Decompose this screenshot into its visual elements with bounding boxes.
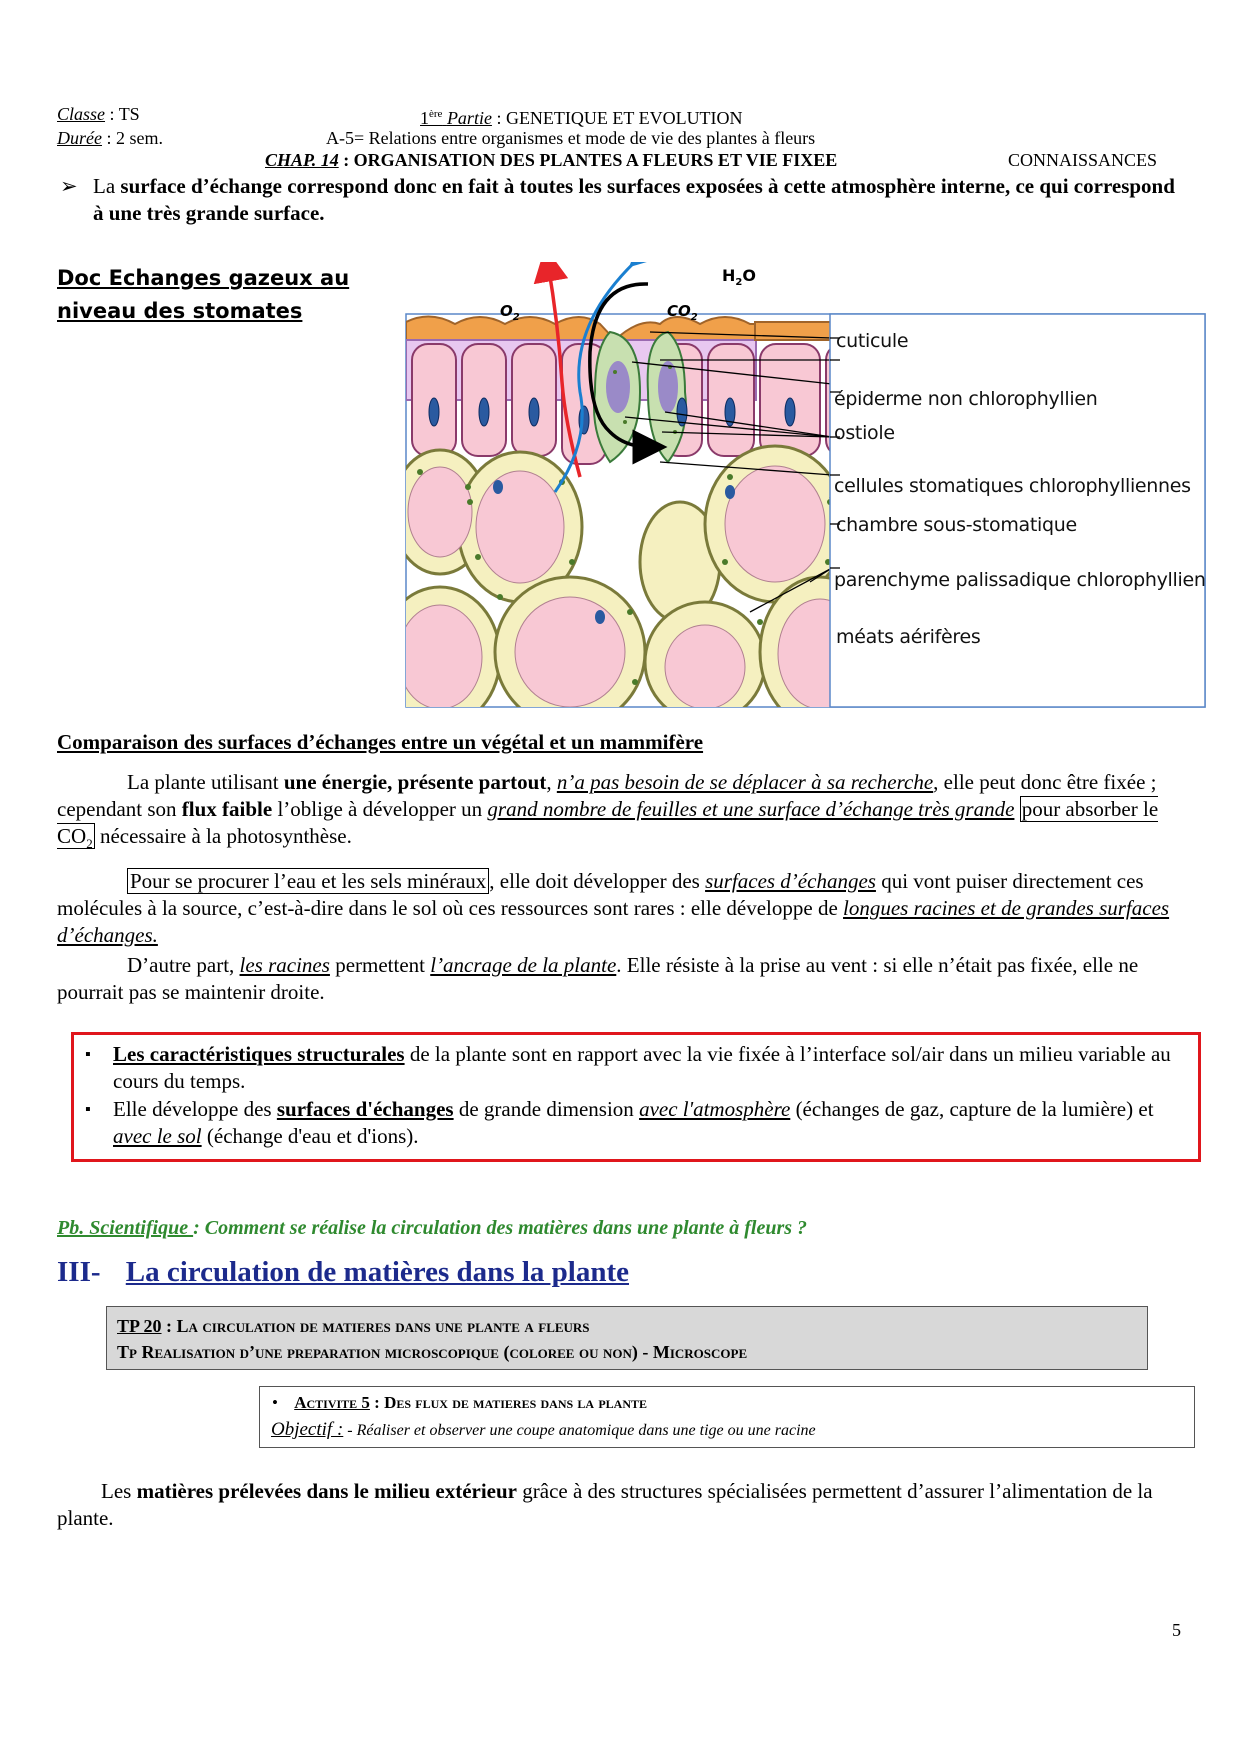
- doc-title: Doc Echanges gazeux au niveau des stomates: [57, 266, 350, 323]
- header-section: A-5= Relations entre organismes et mode de vie des plantes à fleurs: [326, 128, 816, 148]
- summary-item-1: Les caractéristiques structurales de la plante sont en rapport avec la vie fixée à l’interface sol/air dans un milieu variable au cours du temps.: [113, 1042, 1171, 1093]
- header-tag: CONNAISSANCES: [1008, 150, 1158, 170]
- label-cellules: cellules stomatiques chlorophylliennes: [834, 475, 1191, 497]
- header-duree: Durée : 2 sem.: [57, 128, 163, 148]
- closing-paragraph: Les matières prélevées dans le milieu extérieur grâce à des structures spécialisées permettent d’assurer l’alimentation de la plante.: [57, 1479, 1153, 1530]
- comparison-title: Comparaison des surfaces d’échanges entre un végétal et un mammifère: [57, 730, 704, 754]
- label-parenchyme: parenchyme palissadique chlorophyllien: [834, 569, 1206, 591]
- bullet-icon: ▪: [85, 1046, 91, 1063]
- comparison-paragraph-3: D’autre part, les racines permettent l’ancrage de la plante. Elle résiste à la prise au vent : si elle n’était pas fixée, elle ne pourrait pas se maintenir droite.: [57, 953, 1139, 1004]
- co2-boxed: pour absorber le $CO_2$: [57, 797, 1159, 852]
- label-epiderme: épiderme non chlorophyllien: [834, 388, 1098, 410]
- header-partie: 1ère Partie : GENETIQUE ET EVOLUTION: [420, 108, 743, 128]
- label-chambre: chambre sous-stomatique: [836, 514, 1077, 536]
- arrow-bullet-icon: ➢: [60, 174, 78, 198]
- tp-line-2: Tp Realisation d’une preparation microscopique (coloree ou non) - Microscope: [117, 1342, 748, 1362]
- activity-objective: Objectif : - Réaliser et observer une coupe anatomique dans une tige ou une racine: [271, 1419, 816, 1440]
- tp-line-1: TP 20 : La circulation de matieres dans une plante a fleurs: [117, 1316, 590, 1336]
- summary-item-2: Elle développe des surfaces d'échanges de grande dimension avec l'atmosphère (échanges de gaz, capture de la lumière) et avec le sol (échange d'eau et d'ions).: [113, 1097, 1154, 1148]
- header-classe: Classe : TS: [57, 104, 140, 124]
- comparison-paragraph-2: Pour se procurer l’eau et les sels minéraux , elle doit développer des surfaces d’échanges qui vont puiser directement ces molécules à la source, c’est-à-dire dans le sol où ces ressources sont rares : elle développe de longues racines et de grandes surfaces d’échanges.: [57, 869, 1170, 947]
- page-number: 5: [1172, 1620, 1181, 1640]
- scientific-problem: Pb. Scientifique : Comment se réalise la circulation des matières dans une plante à fleurs ?: [57, 1217, 808, 1239]
- bullet-icon: ▪: [85, 1101, 91, 1118]
- header-chapter: CHAP. 14 : ORGANISATION DES PLANTES A FLEURS ET VIE FIXEE: [265, 150, 838, 170]
- tp-box: [106, 1306, 1148, 1370]
- o2-label: $O_2$: [500, 302, 520, 323]
- co2-label: $CO_2$: [667, 302, 698, 323]
- label-ostiole: ostiole: [834, 422, 895, 444]
- label-cuticule: cuticule: [836, 330, 909, 352]
- label-panel: [830, 314, 1205, 707]
- label-meats: méats aérifères: [836, 626, 981, 648]
- h2o-label: $H_2O$: [722, 266, 756, 289]
- activity-box: [259, 1386, 1195, 1448]
- section-heading: III- La circulation de matières dans la plante: [57, 1256, 629, 1288]
- intro-paragraph: La surface d’échange correspond donc en fait à toutes les surfaces exposées à cette atmosphère interne, ce qui correspond à une très grande surface.: [93, 174, 1175, 225]
- activity-title: • Activite 5 : Des flux de matieres dans la plante: [272, 1393, 648, 1412]
- comparison-paragraph-1: La plante utilisant une énergie, présente partout, n’a pas besoin de se déplacer à sa recherche, elle peut donc être fixée ; cependant son flux faible l’oblige à développer un grand nombre de feuilles et une surface d’échange très grande pour absorber le $CO_2$ nécessaire à la photosynthèse.: [57, 770, 1159, 852]
